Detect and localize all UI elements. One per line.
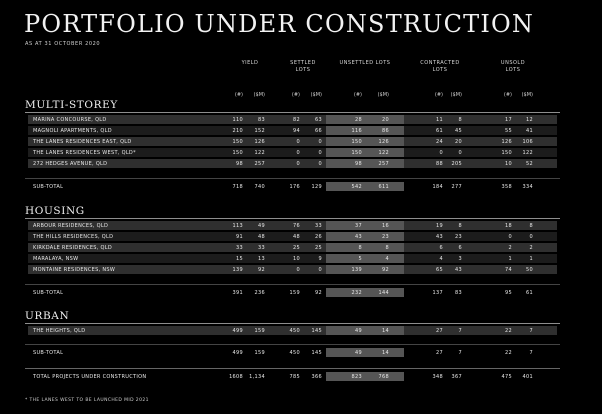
row-value: 129 <box>311 184 322 190</box>
row-value: 10 <box>293 256 300 262</box>
row-value: 4 <box>439 256 443 262</box>
row-label: KIRKDALE RESIDENCES, QLD <box>33 245 113 251</box>
row-value: 122 <box>254 150 265 156</box>
row-value: 257 <box>378 161 389 167</box>
row-value: 9 <box>318 256 322 262</box>
row-value: 0 <box>508 234 512 240</box>
row-value: 23 <box>382 234 389 240</box>
row-value: 43 <box>455 267 462 273</box>
subtotal-rule <box>25 178 560 179</box>
row-label: ARBOUR RESIDENCES, QLD <box>33 223 109 229</box>
row-value: 176 <box>289 184 300 190</box>
row-value: 8 <box>529 223 533 229</box>
row-value: 49 <box>355 328 362 334</box>
row-value: 152 <box>254 128 265 134</box>
row-value: 348 <box>432 374 443 380</box>
row-value: 8 <box>458 117 462 123</box>
row-label: THE LANES RESIDENCES EAST, QLD <box>33 139 132 145</box>
row-value: 63 <box>315 117 322 123</box>
row-value: 23 <box>455 234 462 240</box>
table-row <box>0 326 602 335</box>
row-value: 49 <box>258 223 265 229</box>
table-row <box>0 115 602 124</box>
total-rule <box>25 368 560 369</box>
row-value: 7 <box>529 328 533 334</box>
row-value: 137 <box>432 290 443 296</box>
row-value: 8 <box>385 245 389 251</box>
row-value: 95 <box>505 290 512 296</box>
row-value: 0 <box>458 150 462 156</box>
row-value: 12 <box>526 117 533 123</box>
row-value: 126 <box>254 139 265 145</box>
row-value: 0 <box>296 161 300 167</box>
row-value: 48 <box>293 234 300 240</box>
table-row <box>0 137 602 146</box>
row-value: 61 <box>526 290 533 296</box>
row-value: 611 <box>378 184 389 190</box>
row-value: 50 <box>526 267 533 273</box>
row-value: 391 <box>232 290 243 296</box>
row-value: 0 <box>318 139 322 145</box>
row-value: 88 <box>436 161 443 167</box>
row-value: 277 <box>451 184 462 190</box>
row-value: 126 <box>378 139 389 145</box>
row-value: 15 <box>236 256 243 262</box>
row-label: SUB-TOTAL <box>33 290 64 296</box>
row-value: 150 <box>351 139 362 145</box>
row-value: 33 <box>258 245 265 251</box>
row-value: 92 <box>258 267 265 273</box>
row-value: 86 <box>382 128 389 134</box>
row-value: 0 <box>318 161 322 167</box>
footnote: * THE LANES WEST TO BE LAUNCHED MID 2021 <box>25 398 149 403</box>
row-value: 7 <box>529 350 533 356</box>
row-value: 19 <box>436 223 443 229</box>
row-value: 16 <box>382 223 389 229</box>
row-value: 4 <box>385 256 389 262</box>
unit-label: (#) <box>353 92 362 98</box>
row-value: 28 <box>355 117 362 123</box>
row-label: TOTAL PROJECTS UNDER CONSTRUCTION <box>33 374 147 380</box>
table-row <box>0 221 602 230</box>
row-value: 150 <box>232 139 243 145</box>
row-value: 7 <box>458 328 462 334</box>
row-label: MONTAINE RESIDENCES, NSW <box>33 267 116 273</box>
row-value: 20 <box>382 117 389 123</box>
row-value: 450 <box>289 328 300 334</box>
page-subtitle: AS AT 31 OCTOBER 2020 <box>25 41 101 47</box>
row-value: 139 <box>351 267 362 273</box>
row-value: 14 <box>382 350 389 356</box>
section-heading: HOUSING <box>25 205 85 217</box>
row-value: 82 <box>293 117 300 123</box>
row-value: 91 <box>236 234 243 240</box>
row-label: MAGNOLI APARTMENTS, QLD <box>33 128 112 134</box>
row-value: 232 <box>351 290 362 296</box>
row-value: 475 <box>501 374 512 380</box>
row-value: 43 <box>436 234 443 240</box>
row-value: 92 <box>315 290 322 296</box>
column-header-unsold: UNSOLD LOTS <box>500 60 526 73</box>
row-value: 366 <box>311 374 322 380</box>
row-value: 823 <box>351 374 362 380</box>
unit-label: (#) <box>234 92 243 98</box>
row-value: 55 <box>505 128 512 134</box>
row-value: 257 <box>254 161 265 167</box>
row-value: 126 <box>501 139 512 145</box>
row-value: 83 <box>455 290 462 296</box>
row-value: 11 <box>436 117 443 123</box>
column-header-settled: SETTLED LOTS <box>290 60 316 73</box>
row-value: 210 <box>232 128 243 134</box>
row-value: 0 <box>296 139 300 145</box>
subtotal-rule <box>25 344 560 345</box>
row-value: 499 <box>232 350 243 356</box>
row-value: 49 <box>355 350 362 356</box>
subtotal-row <box>0 288 602 297</box>
table-row <box>0 126 602 135</box>
unit-label: ($M) <box>253 92 265 98</box>
row-value: 0 <box>529 234 533 240</box>
table-row <box>0 148 602 157</box>
row-value: 7 <box>458 350 462 356</box>
unit-label: (#) <box>503 92 512 98</box>
row-value: 1608 <box>229 374 243 380</box>
row-label: 272 HEDGES AVENUE, QLD <box>33 161 108 167</box>
unit-label: ($M) <box>450 92 462 98</box>
row-value: 27 <box>436 328 443 334</box>
row-value: 52 <box>526 161 533 167</box>
row-value: 48 <box>258 234 265 240</box>
row-label: THE HEIGHTS, QLD <box>33 328 86 334</box>
row-value: 113 <box>232 223 243 229</box>
row-value: 159 <box>289 290 300 296</box>
row-value: 740 <box>254 184 265 190</box>
row-value: 1 <box>529 256 533 262</box>
row-value: 0 <box>318 267 322 273</box>
row-value: 33 <box>236 245 243 251</box>
row-label: MARINA CONCOURSE, QLD <box>33 117 107 123</box>
row-value: 17 <box>505 117 512 123</box>
row-value: 10 <box>505 161 512 167</box>
table-row <box>0 232 602 241</box>
row-value: 27 <box>436 350 443 356</box>
row-value: 65 <box>436 267 443 273</box>
row-value: 74 <box>505 267 512 273</box>
row-value: 8 <box>358 245 362 251</box>
row-label: SUB-TOTAL <box>33 350 64 356</box>
row-label: MARALAYA, NSW <box>33 256 79 262</box>
subtotal-row <box>0 182 602 191</box>
table-row <box>0 254 602 263</box>
row-value: 106 <box>522 139 533 145</box>
row-value: 367 <box>451 374 462 380</box>
row-value: 122 <box>378 150 389 156</box>
section-rule <box>25 218 560 219</box>
row-value: 1,134 <box>249 374 265 380</box>
row-value: 145 <box>311 328 322 334</box>
row-value: 0 <box>296 150 300 156</box>
row-value: 785 <box>289 374 300 380</box>
row-value: 0 <box>296 267 300 273</box>
row-value: 20 <box>455 139 462 145</box>
row-value: 92 <box>382 267 389 273</box>
column-header-unsettled: UNSETTLED LOTS <box>339 60 391 66</box>
row-value: 25 <box>315 245 322 251</box>
row-value: 66 <box>315 128 322 134</box>
row-value: 205 <box>451 161 462 167</box>
row-value: 24 <box>436 139 443 145</box>
row-value: 98 <box>355 161 362 167</box>
row-value: 13 <box>258 256 265 262</box>
row-value: 542 <box>351 184 362 190</box>
row-value: 150 <box>351 150 362 156</box>
row-value: 499 <box>232 328 243 334</box>
row-value: 98 <box>236 161 243 167</box>
row-value: 110 <box>232 117 243 123</box>
row-value: 236 <box>254 290 265 296</box>
row-value: 43 <box>355 234 362 240</box>
row-value: 61 <box>436 128 443 134</box>
row-value: 116 <box>351 128 362 134</box>
column-header-contracted: CONTRACTED LOTS <box>420 60 460 73</box>
row-value: 334 <box>522 184 533 190</box>
row-value: 358 <box>501 184 512 190</box>
row-value: 2 <box>529 245 533 251</box>
row-value: 159 <box>254 328 265 334</box>
row-value: 45 <box>455 128 462 134</box>
row-value: 184 <box>432 184 443 190</box>
section-rule <box>25 112 560 113</box>
row-value: 94 <box>293 128 300 134</box>
row-value: 150 <box>501 150 512 156</box>
row-value: 37 <box>355 223 362 229</box>
row-value: 14 <box>382 328 389 334</box>
total-row <box>0 372 602 381</box>
row-value: 122 <box>522 150 533 156</box>
row-value: 76 <box>293 223 300 229</box>
section-heading: MULTI-STOREY <box>25 99 118 111</box>
row-value: 718 <box>232 184 243 190</box>
section-heading: URBAN <box>25 310 70 322</box>
row-value: 3 <box>458 256 462 262</box>
row-value: 26 <box>315 234 322 240</box>
row-value: 83 <box>258 117 265 123</box>
page-title: PORTFOLIO UNDER CONSTRUCTION <box>24 10 535 38</box>
row-value: 5 <box>358 256 362 262</box>
row-value: 139 <box>232 267 243 273</box>
subtotal-rule <box>25 284 560 285</box>
row-value: 1 <box>508 256 512 262</box>
row-value: 150 <box>232 150 243 156</box>
row-label: THE HILLS RESIDENCES, QLD <box>33 234 114 240</box>
row-value: 6 <box>439 245 443 251</box>
row-label: THE LANES RESIDENCES WEST, QLD* <box>33 150 136 156</box>
row-value: 6 <box>458 245 462 251</box>
row-value: 8 <box>458 223 462 229</box>
unit-label: (#) <box>291 92 300 98</box>
column-header-yield: YIELD <box>241 60 259 66</box>
table-row <box>0 265 602 274</box>
subtotal-row <box>0 348 602 357</box>
row-value: 768 <box>378 374 389 380</box>
section-rule <box>25 323 560 324</box>
table-row <box>0 159 602 168</box>
row-value: 18 <box>505 223 512 229</box>
row-value: 25 <box>293 245 300 251</box>
row-value: 22 <box>505 350 512 356</box>
unit-label: ($M) <box>521 92 533 98</box>
row-value: 450 <box>289 350 300 356</box>
unit-label: ($M) <box>377 92 389 98</box>
row-value: 22 <box>505 328 512 334</box>
row-label: SUB-TOTAL <box>33 184 64 190</box>
row-value: 159 <box>254 350 265 356</box>
row-value: 0 <box>318 150 322 156</box>
row-value: 41 <box>526 128 533 134</box>
row-value: 2 <box>508 245 512 251</box>
row-value: 33 <box>315 223 322 229</box>
table-row <box>0 243 602 252</box>
unit-label: (#) <box>434 92 443 98</box>
row-value: 0 <box>439 150 443 156</box>
unit-label: ($M) <box>310 92 322 98</box>
row-value: 401 <box>522 374 533 380</box>
row-value: 144 <box>378 290 389 296</box>
row-value: 145 <box>311 350 322 356</box>
